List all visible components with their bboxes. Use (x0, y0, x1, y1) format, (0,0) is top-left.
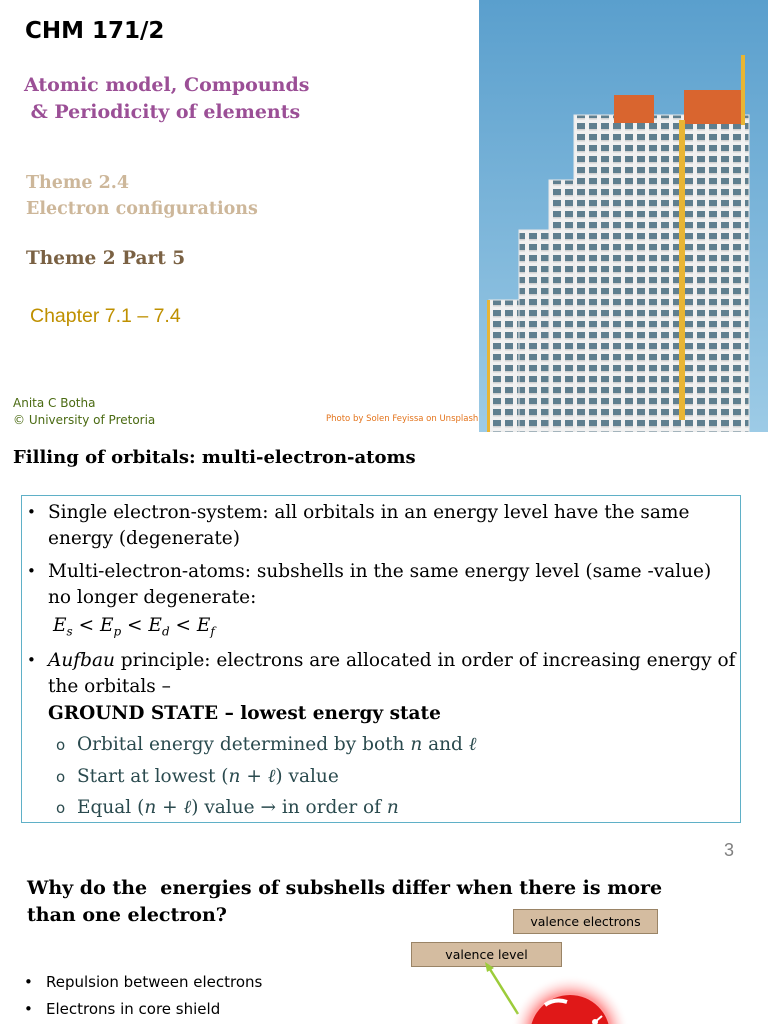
bullet-dot: • (24, 973, 33, 991)
theme-heading: Theme 2.4 Electron configurations (26, 173, 258, 219)
bullet1-line2: energy (degenerate) (48, 528, 240, 549)
bullet1-line1: Single electron-system: all orbitals in an energy level have the same (48, 502, 690, 523)
atom-diagram (470, 960, 630, 1024)
sub1-and: and (422, 734, 469, 755)
sub1-text: Orbital energy determined by both (77, 734, 411, 755)
energy-symbol: E (53, 615, 67, 636)
l-symbol: ℓ (267, 766, 276, 787)
slide2-title: Filling of orbitals: multi-electron-atoms (13, 447, 416, 468)
sub3-text: Equal ( (77, 797, 145, 818)
page-number: 3 (724, 840, 735, 860)
sub3-plus: + (156, 797, 184, 818)
building-illustration (479, 0, 768, 432)
l-symbol: ℓ (183, 797, 192, 818)
less-than: < (121, 615, 149, 636)
aufbau-term: Aufbau (48, 650, 115, 671)
n-symbol: n (410, 734, 423, 755)
label-valence-level: valence level (411, 942, 562, 967)
course-subtitle: Atomic model, Compounds & Periodicity of elements (24, 74, 310, 123)
less-than: < (72, 615, 100, 636)
arrowhead-icon (485, 962, 494, 972)
pointer-arrow (488, 966, 518, 1014)
subshell-s: s (66, 624, 73, 639)
energy-order-formula (53, 613, 215, 645)
course-code: CHM 171/2 (25, 18, 165, 44)
n-symbol: n (228, 766, 241, 787)
label-valence-electrons: valence electrons (513, 909, 658, 934)
author-credit: Anita C Botha © University of Pretoria (13, 396, 156, 427)
bullet-repulsion: Repulsion between electrons (46, 973, 263, 991)
sub-bullet-2 (77, 766, 339, 788)
sub3-mid: ) value → in order of (191, 797, 387, 818)
sub-bullet-marker: o (56, 736, 66, 754)
energy-symbol: E (196, 615, 211, 636)
bullet2-line1: Multi-electron-atoms: subshells in the same energy level (same -value) (48, 561, 712, 582)
n-symbol: n (144, 797, 157, 818)
sub-bullet-3 (77, 797, 399, 819)
sub-bullet-1 (77, 734, 477, 756)
subshell-p: p (113, 624, 122, 639)
n-symbol: n (386, 797, 399, 818)
sub-bullet-marker: o (56, 799, 66, 817)
sub2-end: ) value (275, 766, 339, 787)
photo-credit: Photo by Solen Feyissa on Unsplash (326, 414, 479, 424)
subshell-f: f (210, 624, 215, 639)
bullet-dot: • (27, 562, 36, 580)
bullet3-line1 (48, 648, 735, 674)
energy-symbol: E (148, 615, 162, 636)
theme-part: Theme 2 Part 5 (26, 248, 186, 269)
ground-state-definition: GROUND STATE – lowest energy state (48, 703, 441, 724)
bullet2-line2: no longer degenerate: (48, 587, 257, 608)
less-than: < (169, 615, 197, 636)
aufbau-text: principle: electrons are allocated in order of increasing energy of (114, 650, 736, 671)
subshell-d: d (161, 624, 170, 639)
building-photo (479, 0, 768, 432)
slide3-title: Why do the energies of subshells differ when there is more than one electron? (27, 877, 663, 926)
bullet-dot: • (24, 1000, 33, 1018)
l-symbol: ℓ (468, 734, 477, 755)
bullet-dot: • (27, 503, 36, 521)
sub2-text: Start at lowest ( (77, 766, 229, 787)
energy-symbol: E (99, 615, 114, 636)
bullet-shielding: Electrons in core shield (46, 1000, 221, 1018)
chapter-reference: Chapter 7.1 – 7.4 (30, 305, 181, 327)
bullet3-line2: the orbitals – (48, 676, 171, 697)
sub-bullet-marker: o (56, 768, 66, 786)
sub2-plus: + (240, 766, 268, 787)
bullet-dot: • (27, 651, 36, 669)
